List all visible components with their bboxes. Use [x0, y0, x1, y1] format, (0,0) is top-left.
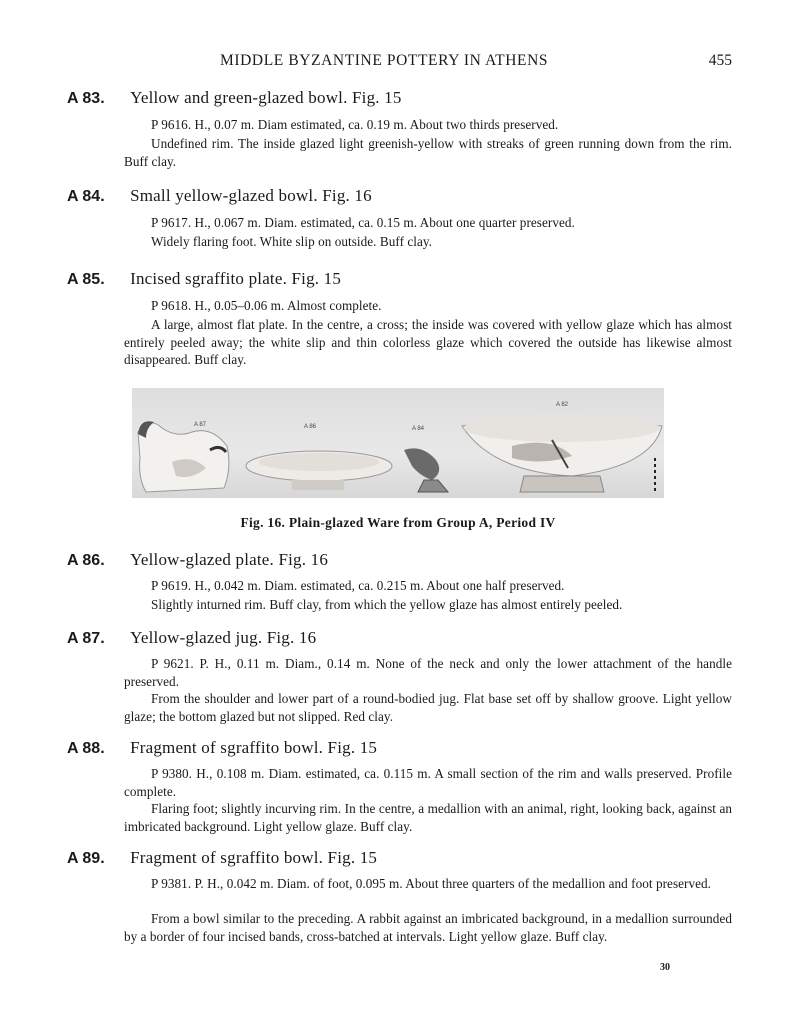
entry-details: P 9380. H., 0.108 m. Diam. estimated, ca. 0.115 m. A small section of the rim and walls preserved. Profile complete.	[124, 766, 732, 799]
entry-heading	[67, 186, 372, 208]
catalog-number: A 86.	[67, 552, 105, 569]
page-number: 455	[708, 52, 732, 69]
entry-description: From the shoulder and lower part of a round-bodied jug. Flat base set off by shallow groove. Light yellow glaze; the bottom glazed but not slipped. Red clay.	[124, 691, 732, 724]
jug-fragment-a87	[138, 423, 229, 492]
entry-details: P 9621. P. H., 0.11 m. Diam., 0.14 m. None of the neck and only the lower attachment of the handle preserved.	[124, 656, 732, 689]
entry-description: Undefined rim. The inside glazed light greenish-yellow with streaks of green running down from the rim. Buff clay.	[124, 136, 732, 169]
figure-label-a87: A 87	[194, 422, 207, 428]
figure-label-a84: A 84	[412, 426, 425, 432]
entry-description: Widely flaring foot. White slip on outside. Buff clay.	[151, 234, 433, 249]
entry-details: P 9616. H., 0.07 m. Diam estimated, ca. 0.19 m. About two thirds preserved.	[151, 117, 559, 132]
entry-title: Yellow-glazed jug. Fig. 16	[130, 628, 317, 647]
catalog-number: A 87.	[67, 630, 105, 647]
entry-heading	[67, 550, 328, 572]
entry-description: Slightly inturned rim. Buff clay, from which the yellow glaze has almost entirely peeled.	[151, 597, 623, 612]
entry-details: P 9617. H., 0.067 m. Diam. estimated, ca. 0.15 m. About one quarter preserved.	[151, 215, 575, 230]
entry-heading	[67, 848, 377, 870]
figure-label-a86: A 86	[304, 424, 317, 430]
catalog-number: A 83.	[67, 90, 105, 107]
bowl-fragment-a84	[404, 448, 439, 480]
entry-description: A large, almost flat plate. In the centre, a cross; the inside was covered with yellow glaze which has almost entirely peeled away; the white slip and thin colorless glaze which covered the outside has likewise almost disappeared. Buff clay.	[124, 317, 732, 367]
entry-heading	[67, 738, 377, 760]
catalog-number: A 85.	[67, 271, 105, 288]
entry-heading	[67, 269, 341, 291]
entry-details: P 9381. P. H., 0.042 m. Diam. of foot, 0.095 m. About three quarters of the medallion and foot preserved.	[151, 876, 712, 891]
figure-caption: Fig. 16. Plain-glazed Ware from Group A, Period IV	[240, 515, 556, 530]
catalog-number: A 88.	[67, 740, 105, 757]
pottery-photo	[132, 388, 664, 498]
entry-details: P 9618. H., 0.05–0.06 m. Almost complete.	[151, 298, 382, 313]
entry-title: Yellow-glazed plate. Fig. 16	[130, 550, 329, 569]
entry-title: Fragment of sgraffito bowl. Fig. 15	[130, 738, 378, 757]
entry-heading	[67, 628, 316, 650]
running-head	[0, 52, 796, 72]
signature-mark: 30	[660, 962, 670, 973]
entry-description: Flaring foot; slightly incurving rim. In the centre, a medallion with an animal, right, looking back, against an imbricated background. Light yellow glaze. Buff clay.	[124, 801, 732, 834]
entry-heading	[67, 88, 402, 110]
figure-photograph	[132, 388, 664, 498]
entry-details: P 9619. H., 0.042 m. Diam. estimated, ca. 0.215 m. About one half preserved.	[151, 578, 565, 593]
entry-description: From a bowl similar to the preceding. A rabbit against an imbricated background, in a medallion surrounded by a border of four incised bands, cross-batched at intervals. Light yellow glaze. Buff clay.	[124, 911, 732, 944]
catalog-number: A 89.	[67, 850, 105, 867]
catalog-number: A 84.	[67, 188, 105, 205]
entry-title: Incised sgraffito plate. Fig. 15	[130, 269, 342, 288]
entry-title: Yellow and green-glazed bowl. Fig. 15	[130, 88, 402, 107]
entry-title: Fragment of sgraffito bowl. Fig. 15	[130, 848, 378, 867]
entry-title: Small yellow-glazed bowl. Fig. 16	[130, 186, 372, 205]
figure-label-a82: A 82	[556, 402, 569, 408]
running-title: MIDDLE BYZANTINE POTTERY IN ATHENS	[220, 52, 549, 69]
